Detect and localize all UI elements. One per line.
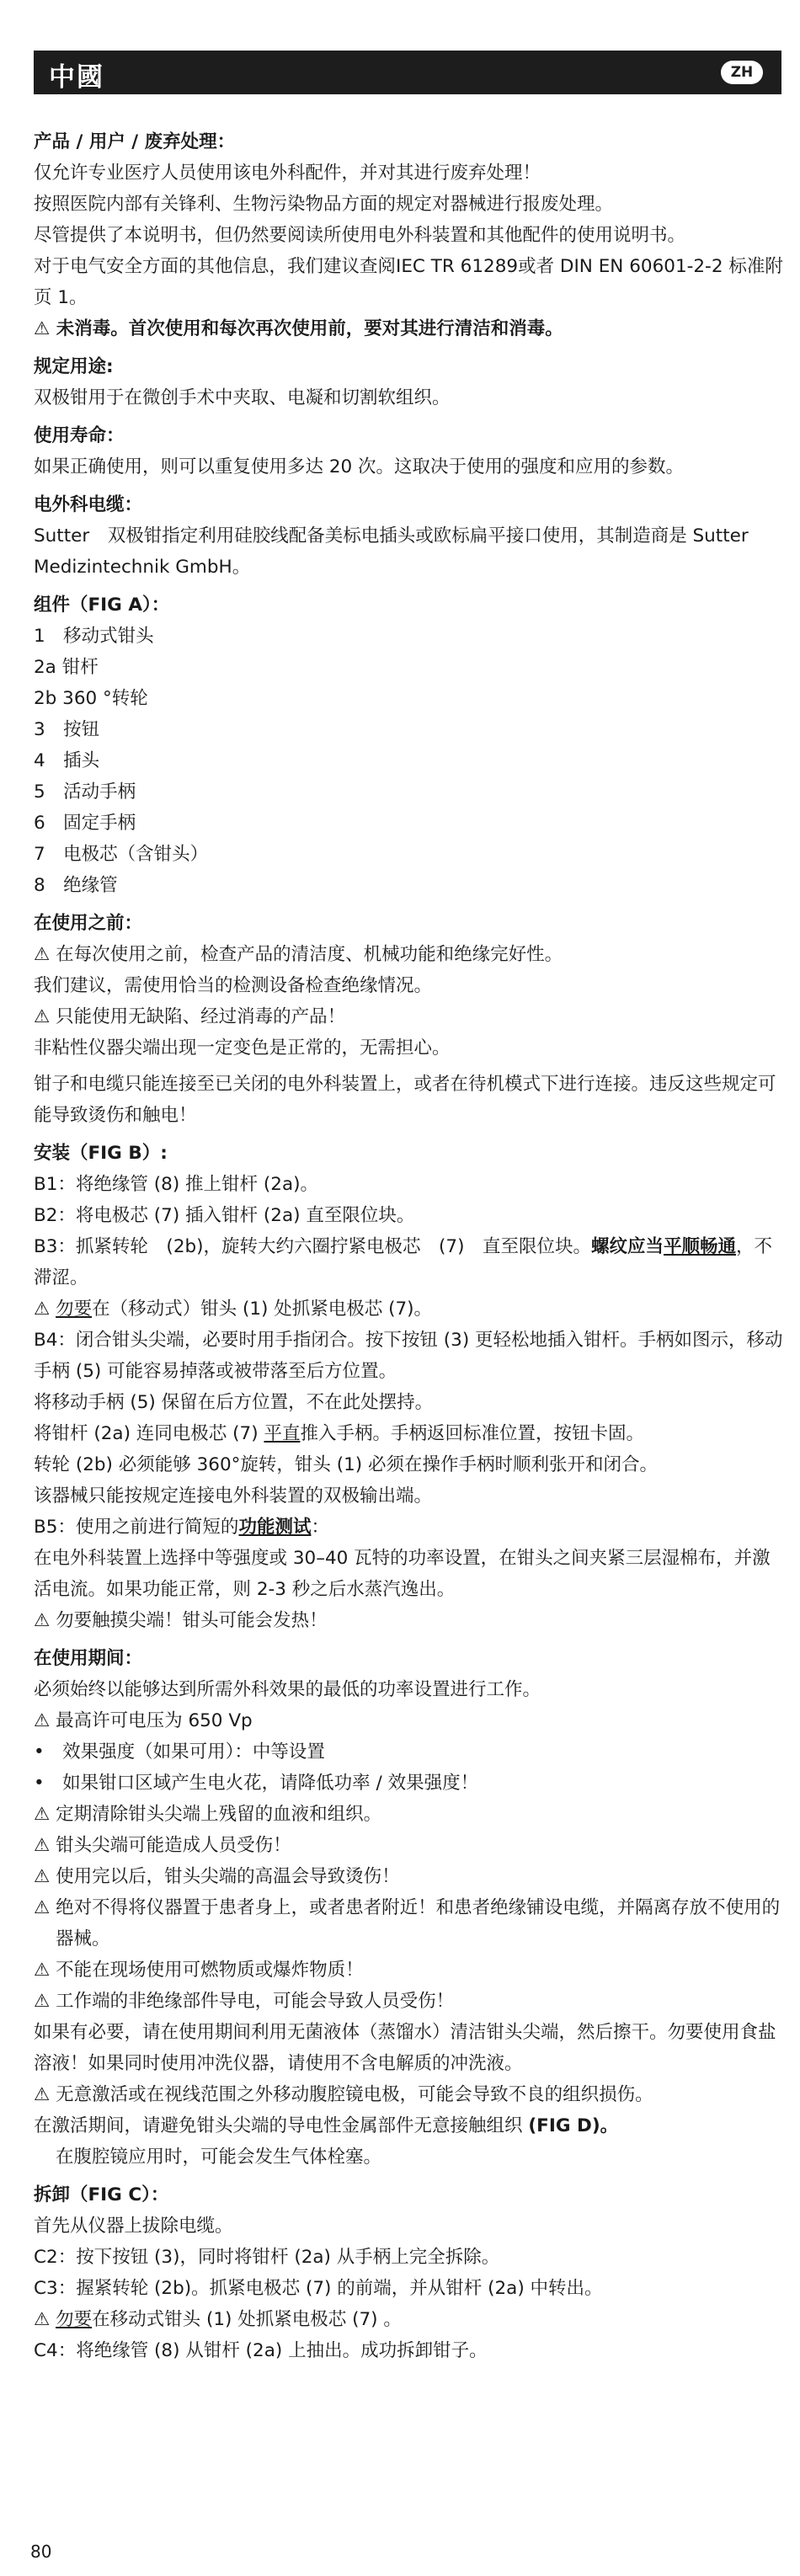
step-b1: B1：将绝缘管 (8) 推上钳杆 (2a)。: [34, 1174, 319, 1195]
warning-text: ⚠ 勿要触摸尖端！钳头可能会发热！: [34, 1610, 328, 1631]
paragraph: 双极钳用于在微创手术中夹取、电凝和切割软组织。: [34, 387, 451, 408]
warning-body: 在（移动式）钳头 (1) 处抓紧电极芯 (7)。: [92, 1299, 433, 1320]
paragraph: 在电外科装置上选择中等强度或 30–40 瓦特的功率设置，在钳头之间夹紧三层湿棉布，并激活电流。如果功能正常，则 2-3 秒之后水蒸汽逸出。: [34, 1548, 771, 1600]
warning-icon: ⚠: [34, 1299, 56, 1320]
section-heading: 组件（FIG A）：: [34, 595, 170, 616]
language-title: 中國: [49, 62, 104, 93]
section-heading: 规定用途:: [34, 356, 114, 377]
warning-text: ⚠ 不能在现场使用可燃物质或爆炸物质！: [34, 1960, 364, 1981]
page-number: 80: [30, 2541, 52, 2562]
emphasis-text: 螺纹应当: [591, 1236, 664, 1257]
paragraph: 按照医院内部有关锋利、生物污染物品方面的规定对器械进行报废处理。: [34, 194, 614, 215]
section-heading: 使用寿命：: [34, 425, 125, 446]
section-heading: 拆卸（FIG C）：: [34, 2184, 169, 2205]
section-intended-use: [34, 351, 783, 413]
section-components: [34, 589, 783, 901]
paragraph: [34, 1418, 783, 1449]
figure-reference: (FIG D)。: [528, 2115, 619, 2136]
step-c2: C2：按下按钮 (3)，同时将钳杆 (2a) 从手柄上完全拆除。: [34, 2247, 500, 2268]
paragraph: 我们建议，需使用恰当的检测设备检查绝缘情况。: [34, 975, 433, 996]
language-header-bar: [34, 51, 781, 94]
step-b2: B2：将电极芯 (7) 插入钳杆 (2a) 直至限位块。: [34, 1205, 415, 1226]
paragraph: 将移动手柄 (5) 保留在后方位置，不在此处摆持。: [34, 1392, 434, 1413]
warning-text: ⚠ 在每次使用之前，检查产品的清洁度、机械功能和绝缘完好性。: [34, 944, 563, 965]
paragraph-text: 将钳杆 (2a) 连同电极芯 (7): [34, 1423, 264, 1444]
section-assembly: [34, 1138, 783, 1636]
warning-text: ⚠ 钳头尖端可能造成人员受伤！: [34, 1835, 291, 1856]
section-cables: [34, 489, 783, 583]
step-text: ，不滞涩。: [34, 1236, 773, 1288]
bullet-item: • 如果钳口区域产生电火花，请降低功率 / 效果强度！: [34, 1773, 479, 1794]
list-item: 1 移动式钳头: [34, 626, 154, 647]
warning-text: [34, 2304, 783, 2335]
paragraph: 钳子和电缆只能连接至已关闭的电外科装置上，或者在待机模式下进行连接。违反这些规定可能导致烫伤和触电！: [34, 1074, 776, 1126]
paragraph: 非粘性仪器尖端出现一定变色是正常的，无需担心。: [34, 1037, 451, 1059]
paragraph: 转轮 (2b) 必须能够 360°旋转，钳头 (1) 必须在操作手柄时顺利张开和闭合。: [34, 1454, 659, 1475]
section-heading: 在使用期间：: [34, 1648, 143, 1669]
underlined-text: 功能测试: [238, 1517, 312, 1538]
bullet-item: • 效果强度（如果可用）：中等设置: [34, 1741, 325, 1763]
warning-text: ⚠ 绝对不得将仪器置于患者身上，或者患者附近！和患者绝缘铺设电缆，并隔离存放不使用的器械。: [34, 1897, 781, 1949]
section-heading: 在使用之前：: [34, 913, 143, 934]
step-b3: [34, 1231, 783, 1293]
section-heading: 安装（FIG B）:: [34, 1143, 168, 1164]
warning-body: 在移动式钳头 (1) 处抓紧电极芯 (7) 。: [92, 2309, 402, 2330]
step-text: ：: [311, 1517, 329, 1538]
paragraph: [34, 2110, 783, 2141]
paragraph: 仅允许专业医疗人员使用该电外科配件，并对其进行废弃处理！: [34, 163, 541, 184]
warning-text: ⚠ 只能使用无缺陷、经过消毒的产品！: [34, 1006, 346, 1027]
paragraph: 首先从仪器上拔除电缆。: [34, 2216, 233, 2237]
step-b5: [34, 1512, 783, 1543]
warning-text: ⚠ 无意激活或在视线范围之外移动腹腔镜电极，可能会导致不良的组织损伤。: [34, 2084, 653, 2105]
paragraph: 对于电气安全方面的其他信息，我们建议查阅IEC TR 61289或者 DIN EN 60601-2-2 标准附页 1。: [34, 256, 783, 308]
warning-text: ⚠ 工作端的非绝缘部件导电，可能会导致人员受伤！: [34, 1991, 455, 2012]
list-item: 8 绝缘管: [34, 875, 118, 896]
section-product-user-disposal: [34, 126, 783, 344]
paragraph: 该器械只能按规定连接电外科装置的双极输出端。: [34, 1485, 433, 1507]
warning-text: ⚠ 最高许可电压为 650 Vp: [34, 1710, 253, 1731]
warning-icon: ⚠: [34, 2309, 56, 2330]
paragraph-text: 在激活期间，请避免钳头尖端的导电性金属部件无意接触组织: [34, 2115, 529, 2136]
step-b4: B4：闭合钳头尖端，必要时用手指闭合。按下按钮 (3) 更轻松地插入钳杆。手柄如图示，移动手柄 (5) 可能容易掉落或被带落至后方位置。: [34, 1330, 783, 1382]
section-heading: 产品 / 用户 / 废弃处理：: [34, 131, 236, 152]
warning-text: ⚠ 定期清除钳头尖端上残留的血液和组织。: [34, 1804, 382, 1825]
paragraph: 如果有必要，请在使用期间利用无菌液体（蒸馏水）清洁钳头尖端，然后擦干。勿要使用食盐溶液！如果同时使用冲洗仪器，请使用不含电解质的冲洗液。: [34, 2022, 776, 2074]
list-item: 7 电极芯（含钳头）: [34, 844, 209, 865]
section-service-life: [34, 420, 783, 483]
list-item: 2a 钳杆: [34, 657, 99, 678]
step-text: B3：抓紧转轮 (2b)，旋转大约六圈拧紧电极芯 (7) 直至限位块。: [34, 1236, 591, 1257]
list-item: 4 插头: [34, 750, 100, 771]
section-during-use: [34, 1643, 783, 2173]
paragraph: 必须始终以能够达到所需外科效果的最低的功率设置进行工作。: [34, 1679, 541, 1700]
language-code-badge: ZH: [721, 61, 763, 84]
warning-text: ⚠ 未消毒。首次使用和每次再次使用前，要对其进行清洁和消毒。: [34, 318, 563, 339]
underlined-text: 平直: [264, 1423, 301, 1444]
section-disassembly: [34, 2179, 783, 2366]
paragraph: Sutter 双极钳指定利用硅胶线配备美标电插头或欧标扁平接口使用，其制造商是 Sutter Medizintechnik GmbH。: [34, 525, 749, 578]
warning-text: ⚠ 使用完以后，钳头尖端的高温会导致烫伤！: [34, 1866, 400, 1887]
underlined-text: 勿要: [56, 1299, 93, 1320]
warning-text: [34, 1293, 783, 1325]
section-before-use: [34, 908, 783, 1131]
list-item: 5 活动手柄: [34, 781, 136, 803]
list-item: 6 固定手柄: [34, 813, 136, 834]
paragraph-text: 推入手柄。手柄返回标准位置，按钮卡固。: [300, 1423, 644, 1444]
section-heading: 电外科电缆：: [34, 494, 143, 515]
paragraph: 尽管提供了本说明书，但仍然要阅读所使用电外科装置和其他配件的使用说明书。: [34, 225, 686, 246]
document-body: [34, 126, 783, 2373]
paragraph: 如果正确使用，则可以重复使用多达 20 次。这取决于使用的强度和应用的参数。: [34, 456, 685, 477]
underlined-text: 勿要: [56, 2309, 93, 2330]
step-c4: C4：将绝缘管 (8) 从钳杆 (2a) 上抽出。成功拆卸钳子。: [34, 2340, 488, 2361]
paragraph: 在腹腔镜应用时，可能会发生气体栓塞。: [56, 2147, 382, 2168]
list-item: 2b 360 °转轮: [34, 688, 148, 709]
list-item: 3 按钮: [34, 719, 100, 740]
step-text: B5：使用之前进行简短的: [34, 1517, 239, 1538]
step-c3: C3：握紧转轮 (2b)。抓紧电极芯 (7) 的前端，并从钳杆 (2a) 中转出。: [34, 2278, 603, 2299]
underlined-text: 平顺畅通: [664, 1236, 737, 1257]
